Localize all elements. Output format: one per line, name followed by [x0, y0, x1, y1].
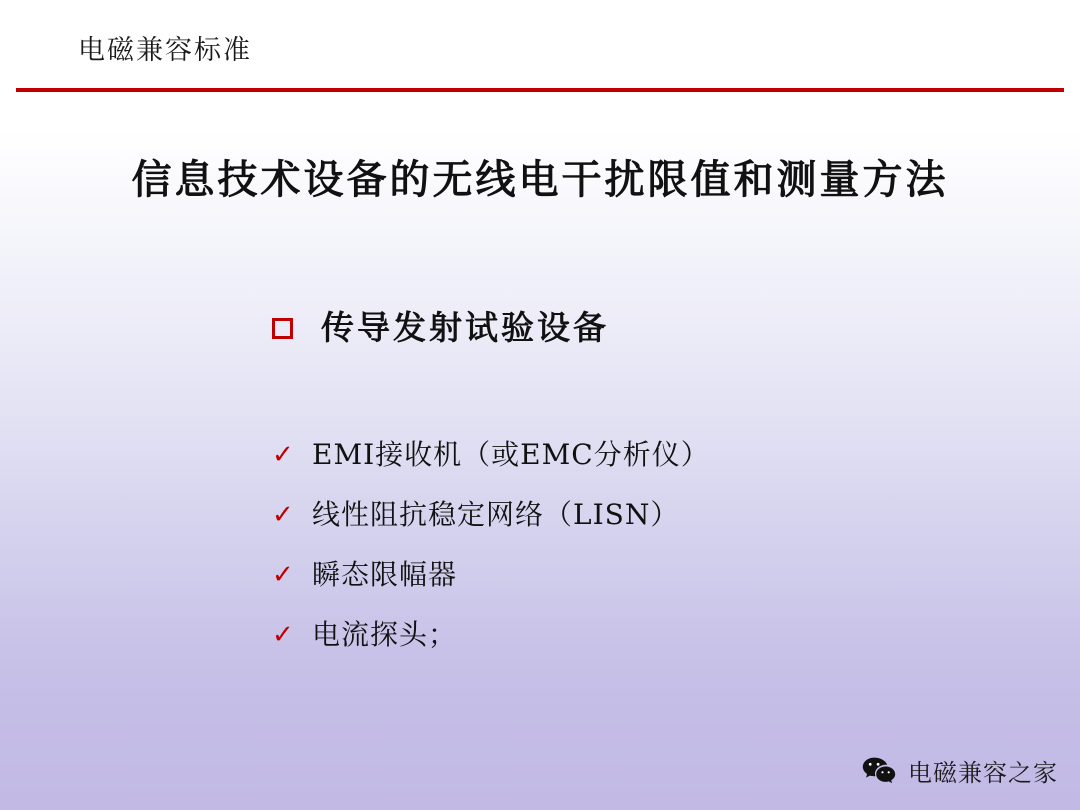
footer-watermark — [862, 753, 1058, 788]
square-outline-bullet-icon — [272, 318, 293, 339]
list-item-label: EMI接收机（或EMC分析仪） — [312, 438, 710, 471]
list-item — [272, 498, 710, 532]
list-item — [272, 558, 710, 592]
check-icon: ✓ — [272, 440, 294, 470]
list-item — [272, 438, 710, 472]
section-heading-label: 传导发射试验设备 — [321, 308, 609, 347]
list-item-label: 电流探头； — [312, 618, 458, 651]
page-title: 信息技术设备的无线电干扰限值和测量方法 — [131, 156, 949, 203]
slide-header: 电磁兼容标准 — [78, 35, 252, 66]
section-heading — [272, 302, 609, 349]
bullet-list — [272, 438, 710, 678]
list-item-label: 线性阻抗稳定网络（LISN） — [312, 498, 680, 531]
wechat-icon — [862, 757, 896, 784]
list-item-label: 瞬态限幅器 — [312, 558, 458, 591]
check-icon: ✓ — [272, 500, 294, 530]
header-divider — [16, 88, 1064, 92]
check-icon: ✓ — [272, 620, 294, 650]
footer-label: 电磁兼容之家 — [908, 759, 1058, 787]
list-item — [272, 618, 710, 652]
check-icon: ✓ — [272, 560, 294, 590]
